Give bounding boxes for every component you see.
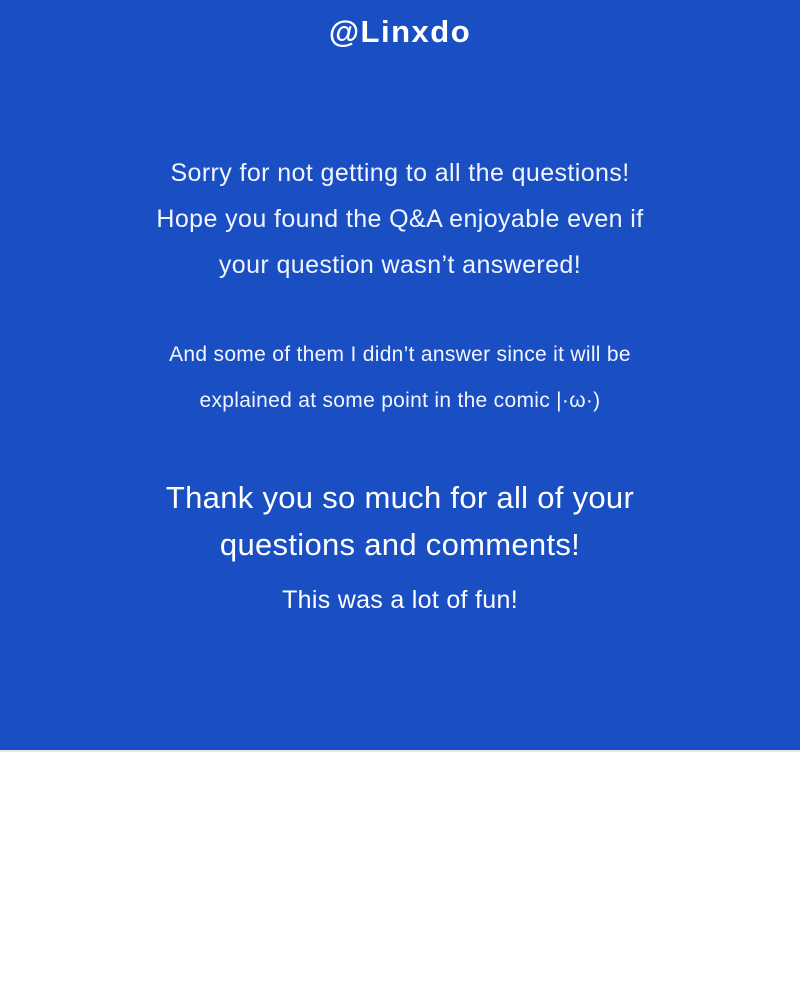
apology-line-2: Hope you found the Q&A enjoyable even if [156, 205, 644, 233]
author-handle: @Linxdo [328, 14, 472, 49]
thanks-line-1: Thank you so much for all of your [165, 480, 635, 515]
panel-divider [0, 750, 800, 752]
explanation-line-1: And some of them I didn’t answer since it will be [169, 343, 631, 366]
page-whitespace [0, 750, 800, 1000]
thanks-heading [0, 474, 800, 568]
thanks-line-2: questions and comments! [219, 527, 581, 562]
apology-line-3: your question wasn’t answered! [218, 251, 582, 279]
explanation-paragraph [0, 332, 800, 424]
apology-line-1: Sorry for not getting to all the questions! [170, 159, 630, 187]
explanation-line-2: explained at some point in the comic |·ω·) [199, 389, 601, 412]
closing-line: This was a lot of fun! [282, 586, 518, 614]
apology-paragraph [0, 150, 800, 288]
